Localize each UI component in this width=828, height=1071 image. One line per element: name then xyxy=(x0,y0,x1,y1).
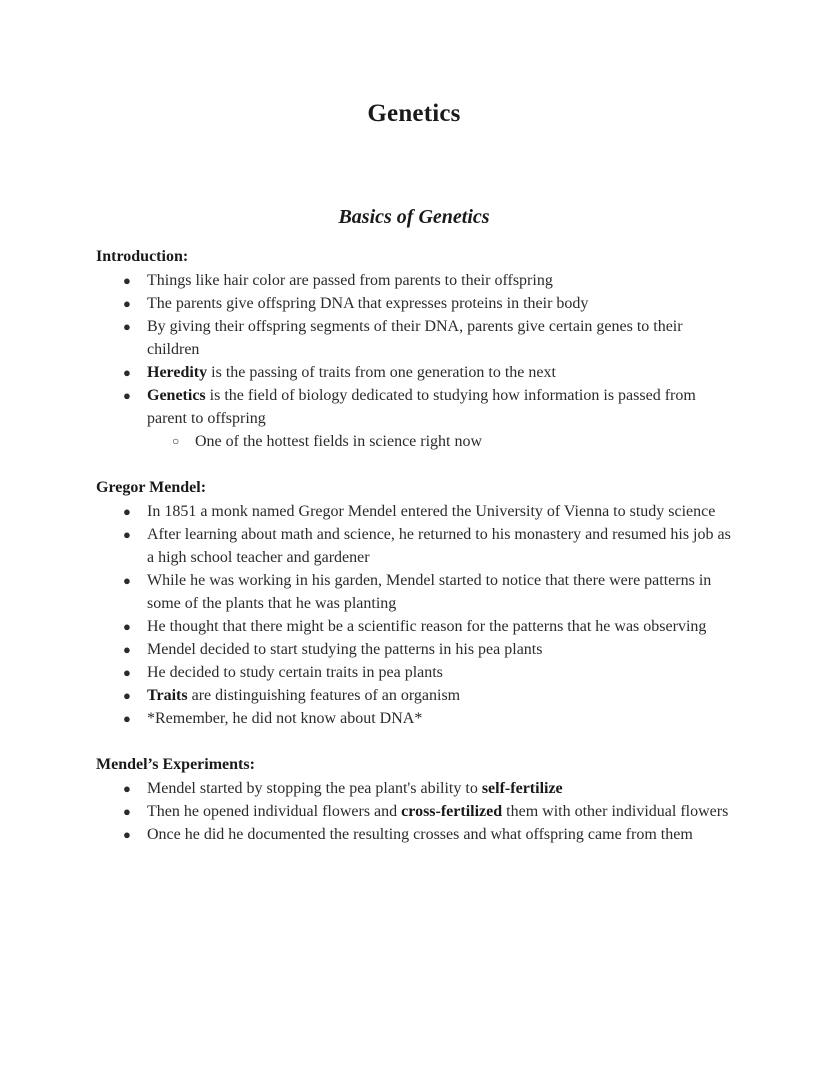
bold-term: self-fertilize xyxy=(481,780,563,797)
bullet-marker-icon: ● xyxy=(123,527,131,542)
bullet-marker-icon: ● xyxy=(123,665,131,680)
bullet-marker-icon: ● xyxy=(123,619,131,634)
list-item: ● Heredity is the passing of traits from one generation to the next xyxy=(96,361,732,384)
list-item: ● He decided to study certain traits in pea plants xyxy=(96,661,732,684)
list-item: ● In 1851 a monk named Gregor Mendel entered the University of Vienna to study science xyxy=(96,500,732,523)
bullet-list xyxy=(96,500,732,730)
list-item: ● Then he opened individual flowers and cross-fertilized them with other individual flowers xyxy=(96,800,732,823)
section-heading: Mendel’s Experiments: xyxy=(96,756,255,773)
bold-term: Traits xyxy=(147,687,188,704)
section-heading: Introduction: xyxy=(96,248,189,265)
bullet-marker-icon: ● xyxy=(123,804,131,819)
list-item: ● Mendel started by stopping the pea plant's ability to self-fertilize xyxy=(96,777,732,800)
list-item: ● Genetics is the field of biology dedicated to studying how information is passed from parent to offspring ○ One of the hottest fields in science right now xyxy=(96,384,732,453)
list-item: ● Mendel decided to start studying the patterns in his pea plants xyxy=(96,638,732,661)
list-item: ● He thought that there might be a scientific reason for the patterns that he was observing xyxy=(96,615,732,638)
bullet-marker-icon: ● xyxy=(123,388,131,403)
list-item: ● After learning about math and science, he returned to his monastery and resumed his job as a high school teacher and gardener xyxy=(96,523,732,569)
bold-term: Heredity xyxy=(147,364,208,381)
bullet-marker-icon: ● xyxy=(123,688,131,703)
bullet-marker-icon: ● xyxy=(123,781,131,796)
bullet-marker-icon: ● xyxy=(123,827,131,842)
list-item: ● Once he did he documented the resulting crosses and what offspring came from them xyxy=(96,823,732,846)
section-heading: Gregor Mendel: xyxy=(96,479,207,496)
list-item: ● The parents give offspring DNA that expresses proteins in their body xyxy=(96,292,732,315)
list-item: ● *Remember, he did not know about DNA* xyxy=(96,707,732,730)
bullet-list xyxy=(96,269,732,453)
sub-bullet-list xyxy=(147,430,732,453)
document-body xyxy=(0,229,828,846)
bullet-marker-icon: ● xyxy=(123,296,131,311)
sub-bullet-marker-icon: ○ xyxy=(172,434,180,448)
list-item: ● Things like hair color are passed from parents to their offspring xyxy=(96,269,732,292)
list-item: ● While he was working in his garden, Mendel started to notice that there were patterns in some of the plants that he was planting xyxy=(96,569,732,615)
bullet-list xyxy=(96,777,732,846)
bullet-marker-icon: ● xyxy=(123,273,131,288)
bullet-marker-icon: ● xyxy=(123,319,131,334)
page-title: Genetics xyxy=(367,100,461,127)
bullet-marker-icon: ● xyxy=(123,642,131,657)
bullet-marker-icon: ● xyxy=(123,365,131,380)
sub-list-item: ○ One of the hottest fields in science right now xyxy=(147,430,732,453)
bullet-marker-icon: ● xyxy=(123,504,131,519)
document-section xyxy=(96,245,732,453)
document-section xyxy=(96,476,732,730)
list-item: ● By giving their offspring segments of their DNA, parents give certain genes to their children xyxy=(96,315,732,361)
bullet-marker-icon: ● xyxy=(123,573,131,588)
bullet-marker-icon: ● xyxy=(123,711,131,726)
document-subtitle: Basics of Genetics xyxy=(338,206,490,228)
document-section xyxy=(96,753,732,846)
bold-term: cross-fertilized xyxy=(401,803,503,820)
bold-term: Genetics xyxy=(147,387,206,404)
list-item: ● Traits are distinguishing features of an organism xyxy=(96,684,732,707)
